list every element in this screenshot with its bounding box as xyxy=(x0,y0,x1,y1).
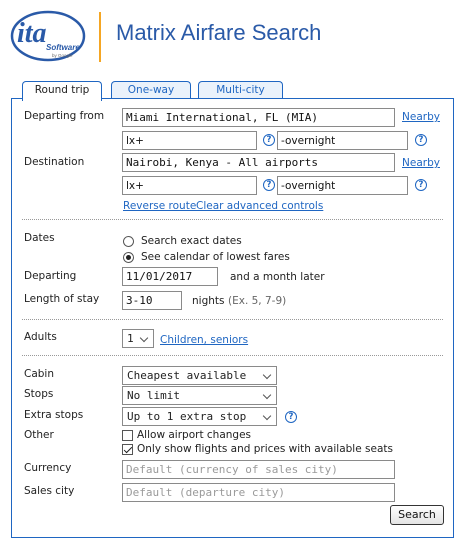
cabin-label: Cabin xyxy=(24,368,55,380)
radio-calendar-icon[interactable] xyxy=(123,252,134,263)
reverse-route-link[interactable]: Reverse route xyxy=(123,200,197,212)
radio-calendar-lowest-fares[interactable] xyxy=(123,251,290,263)
extra-stops-label: Extra stops xyxy=(24,409,84,421)
section-divider xyxy=(22,355,443,356)
currency-label: Currency xyxy=(24,462,72,474)
radio-calendar-label: See calendar of lowest fares xyxy=(141,251,290,263)
allow-airport-changes-label: Allow airport changes xyxy=(137,429,252,441)
clear-advanced-controls-link[interactable]: Clear advanced controls xyxy=(196,200,324,212)
sales-city-label: Sales city xyxy=(24,485,75,497)
logo-brand: ita xyxy=(17,18,47,49)
logo-by-google: by Google xyxy=(52,53,73,58)
cabin-select-value: Cheapest available xyxy=(127,369,247,382)
extension-help-icon[interactable]: ? xyxy=(415,134,427,146)
routing-help-icon[interactable]: ? xyxy=(263,134,275,146)
departing-date-label: Departing xyxy=(24,270,77,282)
radio-exact-icon[interactable] xyxy=(123,236,134,247)
checkbox-checked-icon[interactable] xyxy=(122,444,133,455)
logo-software: Software xyxy=(46,43,80,52)
cabin-select[interactable] xyxy=(122,366,277,385)
departing-extension-input[interactable] xyxy=(277,131,408,150)
length-of-stay-label: Length of stay xyxy=(24,293,100,305)
departing-nearby-link[interactable]: Nearby xyxy=(402,111,440,123)
radio-search-exact-dates[interactable] xyxy=(123,235,242,247)
other-label: Other xyxy=(24,429,54,441)
search-form-panel xyxy=(11,98,454,538)
extension-help-icon[interactable]: ? xyxy=(415,179,427,191)
header-divider xyxy=(99,12,101,62)
chevron-down-icon xyxy=(263,412,271,420)
chevron-down-icon xyxy=(140,334,148,342)
allow-airport-changes-checkbox[interactable] xyxy=(122,429,251,441)
routing-help-icon[interactable]: ? xyxy=(263,179,275,191)
extra-stops-help-icon[interactable]: ? xyxy=(285,411,297,423)
radio-exact-label: Search exact dates xyxy=(141,235,242,247)
currency-input[interactable] xyxy=(122,460,395,479)
tab-one-way[interactable]: One-way xyxy=(111,81,191,99)
section-divider xyxy=(22,219,443,220)
tab-round-trip[interactable]: Round trip xyxy=(22,81,102,101)
departing-date-input[interactable] xyxy=(122,267,218,286)
destination-label: Destination xyxy=(24,156,85,168)
adults-label: Adults xyxy=(24,331,57,343)
dates-label: Dates xyxy=(24,232,55,244)
departing-date-suffix: and a month later xyxy=(230,271,325,283)
stay-hint: (Ex. 5, 7-9) xyxy=(228,295,287,307)
page-title: Matrix Airfare Search xyxy=(116,20,322,45)
destination-nearby-link[interactable]: Nearby xyxy=(402,157,440,169)
checkbox-icon[interactable] xyxy=(122,430,133,441)
destination-extension-input[interactable] xyxy=(277,176,408,195)
ita-software-logo xyxy=(10,10,88,62)
only-available-seats-checkbox[interactable] xyxy=(122,443,393,455)
length-of-stay-input[interactable] xyxy=(122,291,182,310)
chevron-down-icon xyxy=(263,371,271,379)
section-divider xyxy=(22,319,443,320)
stops-select-value: No limit xyxy=(127,389,180,402)
stops-select[interactable] xyxy=(122,386,277,405)
departing-routing-input[interactable] xyxy=(122,131,257,150)
destination-routing-input[interactable] xyxy=(122,176,257,195)
only-available-seats-label: Only show flights and prices with available seats xyxy=(137,443,393,455)
adults-select[interactable] xyxy=(122,329,154,348)
tab-multi-city[interactable]: Multi-city xyxy=(198,81,283,99)
adults-select-value: 1 xyxy=(127,332,134,345)
chevron-down-icon xyxy=(263,391,271,399)
extra-stops-select-value: Up to 1 extra stop xyxy=(127,410,247,423)
search-button[interactable]: Search xyxy=(390,505,444,525)
sales-city-input[interactable] xyxy=(122,483,395,502)
children-seniors-link[interactable]: Children, seniors xyxy=(160,334,249,346)
destination-input[interactable] xyxy=(122,153,395,172)
stops-label: Stops xyxy=(24,388,54,400)
departing-from-input[interactable] xyxy=(122,108,395,127)
stay-unit-label: nights xyxy=(192,295,225,307)
departing-from-label: Departing from xyxy=(24,110,105,122)
extra-stops-select[interactable] xyxy=(122,407,277,426)
